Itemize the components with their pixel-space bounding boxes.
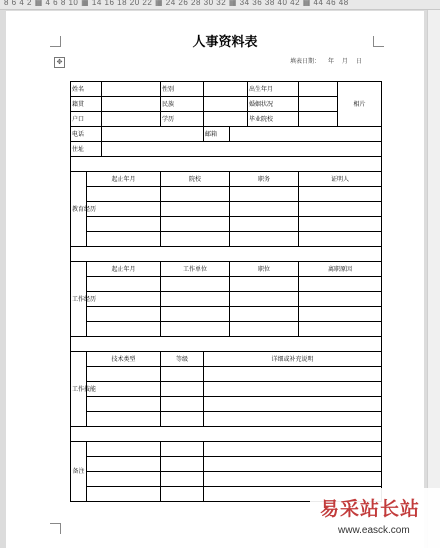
skills-cell[interactable] <box>204 412 382 427</box>
edu-cell[interactable] <box>87 187 161 202</box>
hukou-cell[interactable] <box>102 112 161 127</box>
work-header-period: 起止年月 <box>87 262 161 277</box>
edu-cell[interactable] <box>87 202 161 217</box>
skills-cell[interactable] <box>161 367 204 382</box>
edu-header-reference: 证明人 <box>299 172 382 187</box>
work-cell[interactable] <box>299 292 382 307</box>
remarks-cell[interactable] <box>87 487 161 502</box>
work-cell[interactable] <box>87 292 161 307</box>
watermark-url: www.easck.com <box>338 525 410 536</box>
edu-cell[interactable] <box>161 187 230 202</box>
site-watermark <box>310 488 440 548</box>
phone-label: 电话 <box>71 127 102 142</box>
education-label: 学历 <box>161 112 204 127</box>
skills-cell[interactable] <box>87 382 161 397</box>
remarks-cell[interactable] <box>161 487 204 502</box>
edu-header-period: 起止年月 <box>87 172 161 187</box>
margin-corner-mark <box>50 523 61 534</box>
work-cell[interactable] <box>230 322 299 337</box>
skills-cell[interactable] <box>204 382 382 397</box>
margin-corner-mark <box>50 36 61 47</box>
remarks-section-label: 备注 <box>71 442 87 502</box>
edu-section-label: 教育经历 <box>71 172 87 247</box>
edu-cell[interactable] <box>299 187 382 202</box>
skills-cell[interactable] <box>87 397 161 412</box>
work-cell[interactable] <box>230 307 299 322</box>
email-cell[interactable] <box>230 127 382 142</box>
edu-header-position: 职务 <box>230 172 299 187</box>
ruler-numbers: 8 6 4 2 ▦ 4 6 8 10 ▦ 14 16 18 20 22 ▦ 24 26 28 30 32 ▦ 34 36 38 40 42 ▦ 44 46 48 <box>4 0 349 7</box>
edu-cell[interactable] <box>161 232 230 247</box>
edu-cell[interactable] <box>299 217 382 232</box>
remarks-cell[interactable] <box>204 457 382 472</box>
work-cell[interactable] <box>161 277 230 292</box>
edu-cell[interactable] <box>299 202 382 217</box>
personnel-form-table <box>70 81 382 502</box>
skills-section-label: 工作技能 <box>71 352 87 427</box>
edu-cell[interactable] <box>87 217 161 232</box>
work-cell[interactable] <box>299 277 382 292</box>
edu-header-school: 院校 <box>161 172 230 187</box>
school-label: 毕业院校 <box>248 112 299 127</box>
marital-label: 婚姻状况 <box>248 97 299 112</box>
hukou-label: 户口 <box>71 112 102 127</box>
ethnicity-cell[interactable] <box>204 97 248 112</box>
remarks-cell[interactable] <box>161 442 204 457</box>
ethnicity-label: 民族 <box>161 97 204 112</box>
skills-cell[interactable] <box>204 397 382 412</box>
edu-cell[interactable] <box>230 217 299 232</box>
birth-label: 出生年月 <box>248 82 299 97</box>
birth-cell[interactable] <box>299 82 338 97</box>
school-cell[interactable] <box>299 112 338 127</box>
vertical-scrollbar[interactable] <box>427 10 440 548</box>
edu-cell[interactable] <box>230 232 299 247</box>
fill-date-line <box>290 56 362 65</box>
skills-cell[interactable] <box>161 397 204 412</box>
gender-cell[interactable] <box>204 82 248 97</box>
remarks-cell[interactable] <box>161 457 204 472</box>
watermark-logo: 易采站长站 <box>320 498 421 520</box>
name-cell[interactable] <box>102 82 161 97</box>
fill-date-day: 日 <box>355 58 362 65</box>
remarks-cell[interactable] <box>87 472 161 487</box>
horizontal-ruler <box>0 0 440 10</box>
margin-corner-mark <box>373 36 384 47</box>
work-cell[interactable] <box>230 277 299 292</box>
skills-cell[interactable] <box>161 382 204 397</box>
remarks-cell[interactable] <box>87 457 161 472</box>
work-cell[interactable] <box>299 307 382 322</box>
address-cell[interactable] <box>102 142 382 157</box>
edu-cell[interactable] <box>299 232 382 247</box>
remarks-cell[interactable] <box>87 442 161 457</box>
skills-header-type: 技术类型 <box>87 352 161 367</box>
origin-label: 籍贯 <box>71 97 102 112</box>
skills-header-level: 等级 <box>161 352 204 367</box>
section-spacer <box>71 247 382 262</box>
work-cell[interactable] <box>161 307 230 322</box>
work-cell[interactable] <box>230 292 299 307</box>
work-cell[interactable] <box>299 322 382 337</box>
section-spacer <box>71 427 382 442</box>
work-header-leave-reason: 离职原因 <box>299 262 382 277</box>
education-cell[interactable] <box>204 112 248 127</box>
skills-cell[interactable] <box>204 367 382 382</box>
origin-cell[interactable] <box>102 97 161 112</box>
fill-date-label: 填表日期： <box>290 58 321 65</box>
name-label: 姓名 <box>71 82 102 97</box>
email-label: 邮箱 <box>204 127 230 142</box>
skills-header-details: 详细或补充说明 <box>204 352 382 367</box>
page-title: 人事资料表 <box>192 35 258 50</box>
work-cell[interactable] <box>87 277 161 292</box>
work-cell[interactable] <box>161 322 230 337</box>
edu-cell[interactable] <box>230 202 299 217</box>
work-header-employer: 工作单位 <box>161 262 230 277</box>
remarks-cell[interactable] <box>161 472 204 487</box>
fill-date-month: 月 <box>341 58 348 65</box>
fill-date-year: 年 <box>327 58 334 65</box>
section-spacer <box>71 157 382 172</box>
table-move-handle-icon[interactable]: ✥ <box>54 57 65 68</box>
work-section-label: 工作经历 <box>71 262 87 337</box>
phone-cell[interactable] <box>102 127 204 142</box>
address-label: 住址 <box>71 142 102 157</box>
gender-label: 性别 <box>161 82 204 97</box>
photo-cell[interactable]: 相片 <box>338 82 382 127</box>
work-cell[interactable] <box>87 322 161 337</box>
edu-cell[interactable] <box>230 187 299 202</box>
remarks-cell[interactable] <box>204 472 382 487</box>
skills-cell[interactable] <box>161 412 204 427</box>
section-spacer <box>71 337 382 352</box>
skills-cell[interactable] <box>87 367 161 382</box>
remarks-cell[interactable] <box>204 442 382 457</box>
work-cell[interactable] <box>87 307 161 322</box>
edu-cell[interactable] <box>87 232 161 247</box>
skills-cell[interactable] <box>87 412 161 427</box>
edu-cell[interactable] <box>161 217 230 232</box>
work-header-position: 职位 <box>230 262 299 277</box>
work-cell[interactable] <box>161 292 230 307</box>
marital-cell[interactable] <box>299 97 338 112</box>
edu-cell[interactable] <box>161 202 230 217</box>
